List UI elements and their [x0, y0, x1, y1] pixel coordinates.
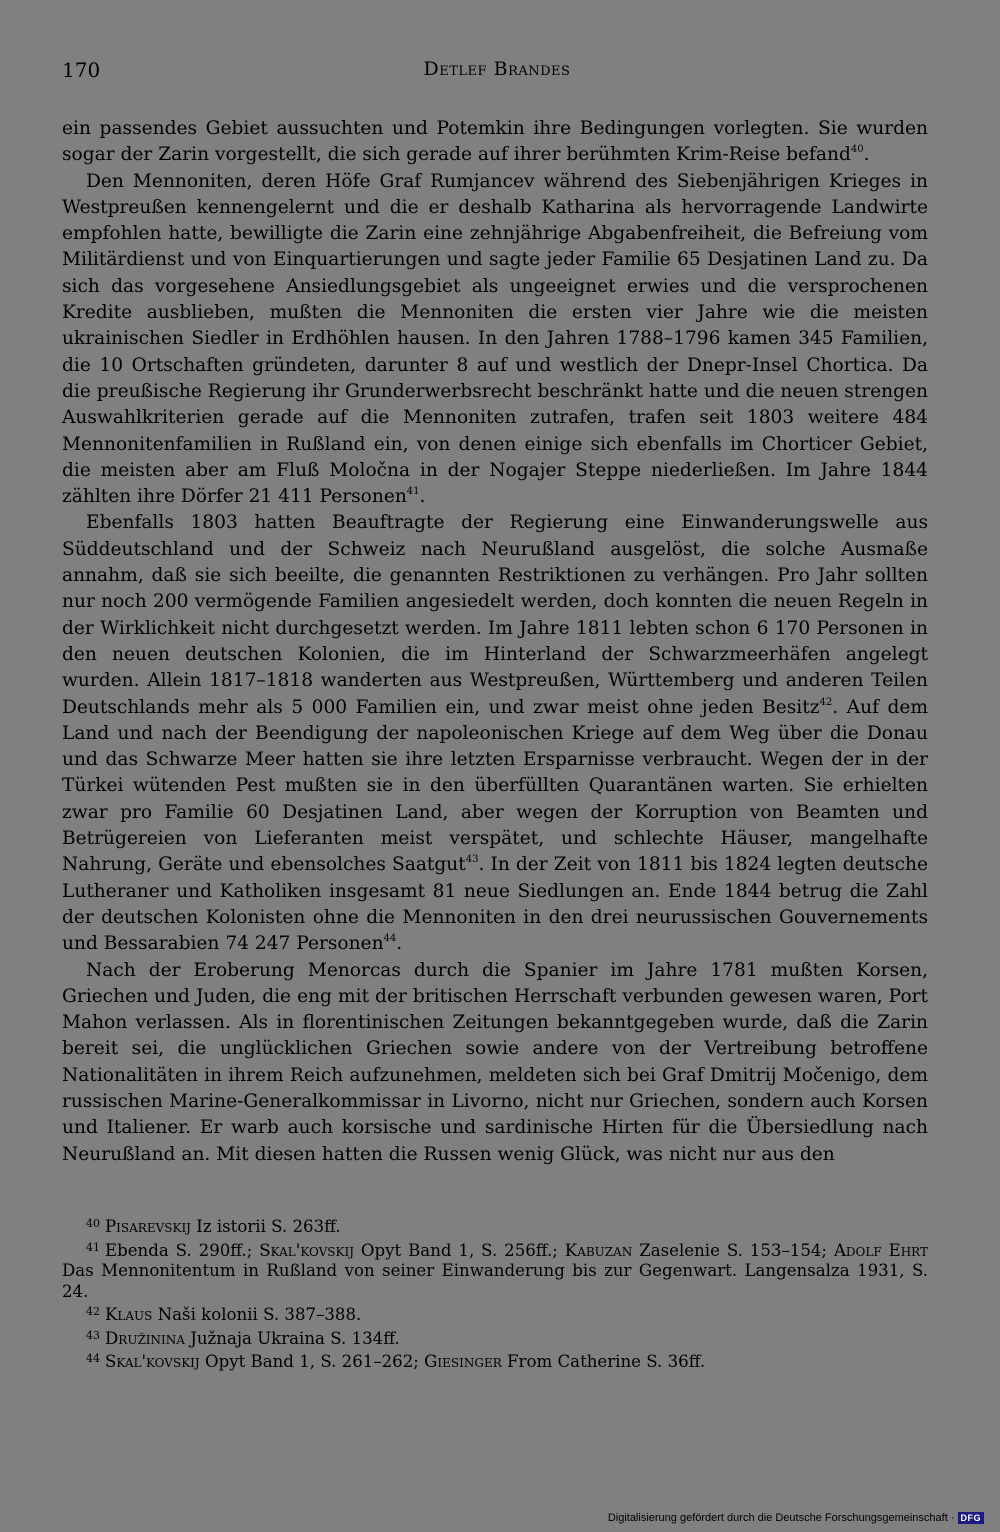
- footnote-number: 44: [86, 1352, 100, 1365]
- footnote-ref: 41: [406, 486, 420, 498]
- paragraph-text: ein passendes Gebiet aussuchten und Potemkin ihre Bedingungen vorlegten. Sie wurden sogar der Zarin vorgestellt, die sich gerade auf ihrer berühmten Krim-Reise befand: [62, 118, 928, 166]
- paragraph-3: [62, 510, 928, 957]
- footnote-author: Klaus: [105, 1305, 153, 1324]
- page-number: 170: [62, 58, 101, 82]
- paragraph-text: Den Mennoniten, deren Höfe Graf Rumjancev während des Siebenjährigen Krieges in Westpreußen kennengelernt und die er deshalb Katharina als hervorragende Landwirte empfohlen hatte, bewilligte die Zarin eine zehnjährige Abgabenfreiheit, die Befreiung vom Militärdienst und von Einquartierungen und sagte jeder Familie 65 Desjatinen Land zu. Da sich das vorgesehene Ansiedlungsgebiet als ungeeignet erwies und die versprochenen Kredite ausblieben, mußten die Mennoniten die ersten vier Jahre wie die meisten ukrainischen Siedler in Erdhöhlen hausen. In den Jahren 1788–1796 kamen 345 Familien, die 10 Ortschaften gründeten, darunter 8 auf und westlich der Dnepr-Insel Chortica. Da die preußische Regierung ihr Grunderwerbsrecht beschränkt hatte und die neuen strengen Auswahlkriterien gerade auf die Mennoniten zutrafen, trafen seit 1803 weitere 484 Mennonitenfamilien in Rußland ein, von denen einige sich ebenfalls im Chorticer Gebiet, die meisten aber am Fluß Moločna in der Nogajer Steppe niederließen. Im Jahre 1844 zählten ihre Dörfer 21 411 Personen: [62, 170, 928, 508]
- footnote-text: Ebenda S. 290ff.;: [105, 1240, 260, 1260]
- paragraph-2: [62, 169, 928, 511]
- footnote-author: Kabuzan: [564, 1240, 633, 1260]
- footnote-ref: 44: [383, 933, 397, 945]
- footnote-author: Pisarevskij: [105, 1217, 191, 1236]
- paragraph-1: [62, 116, 928, 169]
- footnote-number: 42: [86, 1305, 100, 1318]
- footnote-author: Družinina: [105, 1328, 185, 1348]
- footnote-ref: 42: [819, 696, 833, 708]
- footnote-text: Zaselenie S. 153–154;: [632, 1240, 834, 1260]
- paragraph-4: [62, 958, 928, 1168]
- footnote-41: [62, 1238, 928, 1303]
- footnote-text: Iz istorii S. 263ff.: [191, 1217, 341, 1236]
- footnote-number: 43: [86, 1328, 100, 1342]
- footnote-text: Das Mennonitentum in Rußland von seiner Einwanderung bis zur Gegenwart. Langensalza 1931, S. 24.: [62, 1261, 928, 1301]
- paragraph-text: . In der Zeit von 1811 bis 1824 legten deutsche Lutheraner und Katholiken insgesamt 81 neue Siedlungen an. Ende 1844 betrug die Zahl der deutschen Kolonisten ohne die Mennoniten in den drei neurussischen Gouvernements und Bessarabien 74 247 Personen: [62, 854, 928, 955]
- page-header: [62, 52, 932, 88]
- footnote-text: Opyt Band 1, S. 256ff.;: [354, 1240, 565, 1260]
- footnote-author: Giesinger: [424, 1352, 502, 1371]
- paragraph-text: .: [419, 486, 426, 508]
- footnote-author: Skal'kovskij: [105, 1352, 200, 1371]
- paragraph-text: .: [396, 933, 403, 955]
- footnote-author: Adolf Ehrt: [833, 1240, 928, 1260]
- footnotes: [62, 1214, 928, 1373]
- footnote-text: Opyt Band 1, S. 261–262;: [199, 1352, 425, 1371]
- footnote-number: 40: [86, 1217, 100, 1230]
- footnote-42: [62, 1302, 928, 1326]
- footnote-text: Južnaja Ukraina S. 134ff.: [184, 1328, 400, 1348]
- footnote-author: Skal'kovskij: [259, 1240, 355, 1260]
- footnote-ref: 40: [850, 144, 864, 156]
- paragraph-text: . Auf dem Land und nach der Beendigung der napoleonischen Kriege auf dem Weg über die Donau und das Schwarze Meer hatten sie ihre letzten Ersparnisse verbraucht. Wegen der in der Türkei wütenden Pest mußten sie in den überfüllten Quarantänen warten. Sie erhielten zwar pro Familie 60 Desjatinen Land, aber wegen der Korruption von Beamten und Betrügereien von Lieferanten meist verspätet, und schlechte Häuser, mangelhafte Nahrung, Geräte und ebensolches Saatgut: [62, 696, 928, 876]
- dfg-logo-icon: DFG: [958, 1512, 985, 1524]
- footnote-text: Naši kolonii S. 387–388.: [152, 1305, 362, 1324]
- paragraph-text: .: [863, 144, 870, 166]
- footnote-43: [62, 1326, 928, 1350]
- footnote-number: 41: [86, 1240, 100, 1254]
- paragraph-text: Ebenfalls 1803 hatten Beauftragte der Regierung eine Einwanderungswelle aus Süddeutschland und der Schweiz nach Neurußland ausgelöst, die solche Ausmaße annahm, daß sie sich beeilte, die genannten Restriktionen zu verhängen. Pro Jahr sollten nur noch 200 vermögende Familien angesiedelt werden, doch konnten die neuen Regeln in der Wirklichkeit nicht durchgesetzt werden. Im Jahre 1811 lebten schon 6 170 Personen in den neuen deutschen Kolonien, die im Hinterland der Schwarzmeerhäfen angelegt wurden. Allein 1817–1818 wanderten aus Westpreußen, Württemberg und anderen Teilen Deutschlands mehr als 5 000 Familien ein, und zwar meist ohne jeden Besitz: [62, 512, 928, 718]
- footnote-44: [62, 1349, 928, 1373]
- digitization-text: Digitalisierung gefördert durch die Deutsche Forschungsgemeinschaft ·: [607, 1512, 955, 1524]
- footnote-text: From Catherine S. 36ff.: [501, 1352, 706, 1371]
- running-head-author: Detlef Brandes: [423, 58, 571, 80]
- digitization-note: [608, 1512, 984, 1524]
- paragraph-text: Nach der Eroberung Menorcas durch die Spanier im Jahre 1781 mußten Korsen, Griechen und Juden, die eng mit der britischen Herrschaft verbunden gewesen waren, Port Mahon verlassen. Als in florentinischen Zeitungen bekanntgegeben wurde, daß die Zarin bereit sei, die unglücklichen Griechen sowie andere von der Vertreibung betroffene Nationalitäten in ihrem Reich aufzunehmen, meldeten sich bei Graf Dmitrij Močenigo, dem russischen Marine-Generalkommissar in Livorno, nicht nur Griechen, sondern auch Korsen und Italiener. Er warb auch korsische und sardinische Hirten für die Übersiedlung nach Neurußland an. Mit diesen hatten die Russen wenig Glück, was nicht nur aus den: [62, 959, 928, 1165]
- body-text: [62, 116, 928, 1168]
- footnote-ref: 43: [465, 854, 479, 866]
- footnote-40: [62, 1214, 928, 1238]
